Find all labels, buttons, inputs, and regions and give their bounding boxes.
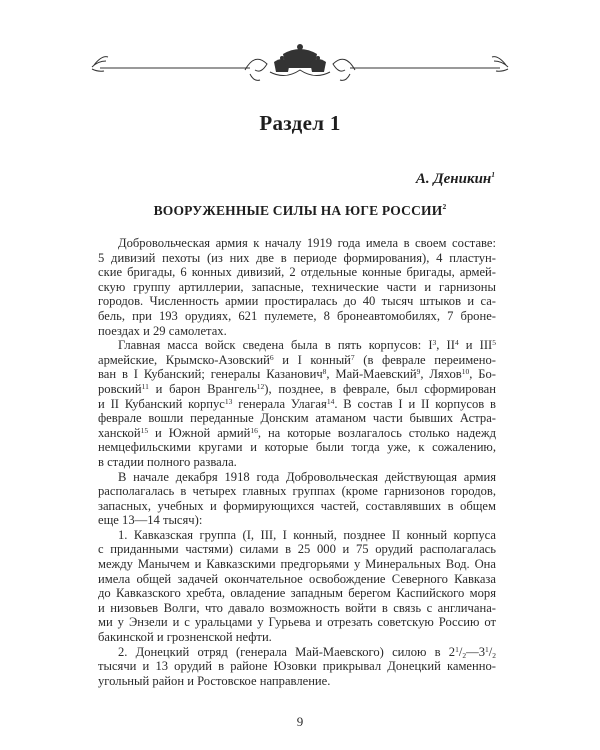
text-line: Добровольческая армия к началу 1919 года имела в своем составе:: [118, 236, 496, 250]
text-line: армейские, Крымско-Азовский$^6$ и I конный$^7$ (в феврале переимено-: [98, 352, 496, 367]
text-line: скую группу артиллерии, запасные, технические части и гарнизоны: [98, 279, 496, 294]
body-text: [98, 236, 496, 688]
text-line: ханской$^{15}$ и Южной армий$^{16}$, на которые возлагалось столько надежд: [98, 425, 497, 440]
footnote-mark: 9: [416, 367, 421, 377]
footnote-mark: 1: [491, 170, 495, 179]
crown-ornament: [90, 38, 510, 88]
text-line: ми у Энзели и с уральцами у Гурьева и отрезать советскую Россию от: [98, 615, 496, 630]
footnote-mark: 7: [350, 352, 355, 362]
footnote-mark: 8: [322, 367, 327, 377]
text-line: поездах и 29 самолетах.: [98, 323, 227, 338]
text-line: 2. Донецкий отряд (генерала Май-Маевского) силою в $2^1/_2—3^1/_2$: [118, 644, 496, 660]
heading-text: ВООРУЖЕННЫЕ СИЛЫ НА ЮГЕ РОССИИ: [153, 203, 443, 218]
author-text: А. Деникин: [415, 171, 492, 187]
text-line: бель, при 193 орудиях, 621 пулемете, 8 бронеавтомобилях, 7 броне-: [98, 308, 496, 323]
text-line: Главная масса войск сведена была в пять корпусов: $I^3$, $II^4$ и III$^5$: [118, 338, 496, 353]
footnote-mark: 1: [485, 644, 489, 654]
text-line: бакинской и грозненской нефти.: [98, 630, 272, 645]
page-number: 9: [296, 714, 304, 729]
chapter-heading: [0, 202, 600, 219]
footnote-mark: 11: [141, 381, 149, 391]
footnote-mark: 13: [224, 396, 233, 406]
text-line: и низовьев Волги, что давало возможность войти в связь с англичана-: [98, 600, 496, 615]
text-line: располагалась в четырех главных группах (кроме гарнизонов городов,: [98, 484, 496, 499]
text-line: феврале вошли переданные Донским атаманом части бывших Астра-: [98, 411, 496, 426]
text-line: городов. Численность армии простиралась до 40 тысяч штыков и са-: [98, 294, 496, 309]
author-name: [416, 170, 495, 188]
text-line: ские бригады, 6 конных дивизий, 2 отдельные конные бригады, армей-: [98, 265, 496, 280]
text-line: ровский$^{11}$ и барон Врангель$^{12}$), позднее, в феврале, был сформирован: [98, 381, 496, 396]
text-line: немцефильскими кругами и которые были тогда уже, к сожалению,: [98, 440, 496, 455]
footnote-mark: 2: [442, 202, 447, 211]
text-line: 5 дивизий пехоты (из них две в периоде формирования), 4 пластун-: [98, 250, 496, 265]
footnote-mark: 5: [492, 338, 496, 348]
footnote-mark: 6: [269, 352, 274, 362]
text-line: и II Кубанский корпус$^{13}$ генерала Улагая$^{14}$. В состав I и II корпусов в: [98, 396, 497, 411]
text-line: тысячи и 13 орудий в районе Юзовки прикрывал Донецкий каменно-: [98, 659, 496, 674]
text-line: между Манычем и Кавказскими предгорьями у Минеральных Вод. Она: [98, 557, 496, 572]
footnote-mark: 14: [326, 396, 335, 406]
footnote-mark: 12: [256, 381, 265, 391]
text-line: ван в I Кубанский; генералы Казанович$^8$, Май-Маевский$^9$, Ляхов$^{10}$, Бо-: [98, 367, 496, 382]
footnote-mark: 16: [250, 425, 258, 435]
text-line: в стадии полного развала.: [98, 454, 237, 469]
footnote-mark: 4: [454, 338, 459, 348]
subscript: 2: [462, 650, 467, 660]
footnote-mark: 15: [140, 425, 149, 435]
text-line: еще 13—14 тысяч):: [98, 513, 203, 528]
footnote-mark: 1: [455, 644, 459, 654]
text-line: угольный район и Ростовское направление.: [98, 673, 331, 688]
text-line: имела общей задачей окончательное освобождение Северного Кавказа: [98, 571, 496, 586]
text-line: с приданными частями) силами в 25 000 и 75 орудий располагалась: [98, 542, 496, 557]
section-title: Раздел 1: [259, 111, 341, 135]
text-line: В начале декабря 1918 года Добровольческая действующая армия: [118, 469, 496, 484]
subscript: 2: [492, 650, 496, 660]
text-line: 1. Кавказская группа (I, III, I конный, позднее II конный корпуса: [118, 527, 496, 542]
text-line: до Кавказского хребта, овладение западным берегом Каспийского моря: [98, 586, 496, 601]
footnote-mark: 3: [432, 338, 437, 348]
text-line: запасных, учебных и формирующихся частей, составлявших в общем: [98, 498, 496, 513]
footnote-mark: 10: [461, 367, 470, 377]
